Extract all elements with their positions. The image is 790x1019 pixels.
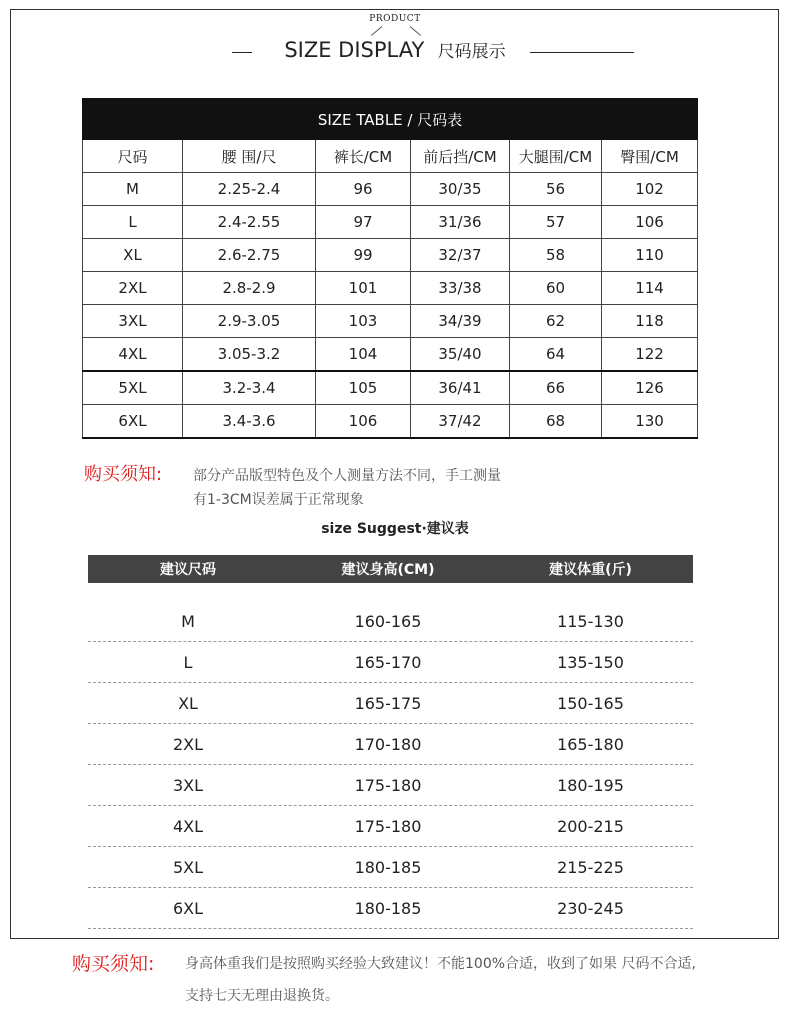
size-cell: 122	[602, 338, 698, 372]
purchase-notice-line1: 部分产品版型特色及个人测量方法不同，手工测量	[193, 468, 501, 484]
size-cell: 2.8-2.9	[183, 272, 316, 305]
size-col-header: 腰 围/尺	[183, 140, 316, 173]
suggest-cell: 115-130	[557, 611, 624, 631]
suggest-cell: 180-195	[557, 775, 624, 795]
size-cell: M	[83, 173, 183, 206]
purchase-notice2-line1: 身高体重我们是按照购买经验大致建议！不能100%合适，收到了如果 尺码不合适,	[185, 956, 696, 972]
size-cell: 104	[316, 338, 411, 372]
size-row	[83, 305, 698, 338]
size-row	[83, 338, 698, 372]
size-cell: 126	[602, 371, 698, 405]
purchase-notice-line2: 有1-3CM误差属于正常现象	[193, 492, 364, 508]
size-cell: 36/41	[411, 371, 510, 405]
size-row	[83, 371, 698, 405]
size-cell: 105	[316, 371, 411, 405]
purchase-notice-label: 购买须知:	[84, 464, 163, 485]
size-table-caption: SIZE TABLE / 尺码表	[83, 99, 698, 140]
size-col-header: 前后挡/CM	[411, 140, 510, 173]
suggest-cell: 3XL	[172, 775, 204, 795]
suggest-cell: 150-165	[557, 693, 624, 713]
suggest-cell: 165-180	[557, 734, 624, 754]
suggest-table-header	[88, 555, 693, 583]
size-row	[83, 272, 698, 305]
size-row	[83, 173, 698, 206]
size-cell: 3XL	[83, 305, 183, 338]
suggest-row	[88, 806, 693, 847]
page-title	[0, 37, 790, 62]
size-cell: 101	[316, 272, 411, 305]
size-cell: 106	[316, 405, 411, 439]
size-cell: 3.05-3.2	[183, 338, 316, 372]
size-cell: 6XL	[83, 405, 183, 439]
suggest-cell: 170-180	[354, 734, 422, 754]
suggest-cell: 6XL	[172, 898, 204, 918]
size-cell: 2XL	[83, 272, 183, 305]
size-col-header: 大腿围/CM	[510, 140, 602, 173]
suggest-cell: 175-180	[354, 775, 422, 795]
size-cell: 106	[602, 206, 698, 239]
size-cell: 5XL	[83, 371, 183, 405]
suggest-row	[88, 724, 693, 765]
suggest-row	[88, 765, 693, 806]
size-cell: 110	[602, 239, 698, 272]
suggest-cell: 230-245	[557, 898, 624, 918]
size-cell: 2.9-3.05	[183, 305, 316, 338]
size-col-header: 臀围/CM	[602, 140, 698, 173]
suggest-row	[88, 601, 693, 642]
suggest-cell: M	[181, 611, 195, 631]
size-cell: 2.6-2.75	[183, 239, 316, 272]
size-cell: 62	[510, 305, 602, 338]
size-col-header: 尺码	[83, 140, 183, 173]
size-cell: 103	[316, 305, 411, 338]
size-cell: 57	[510, 206, 602, 239]
size-cell: 33/38	[411, 272, 510, 305]
size-row	[83, 239, 698, 272]
suggest-cell: XL	[178, 693, 198, 713]
size-cell: 99	[316, 239, 411, 272]
suggest-cell: 200-215	[557, 816, 624, 836]
size-cell: 96	[316, 173, 411, 206]
suggest-cell: 180-185	[354, 898, 422, 918]
suggest-row	[88, 888, 693, 929]
size-cell: 130	[602, 405, 698, 439]
suggest-title: size Suggest·建议表	[321, 521, 469, 537]
size-cell: 66	[510, 371, 602, 405]
size-cell: 3.4-3.6	[183, 405, 316, 439]
size-cell: L	[83, 206, 183, 239]
size-cell: 97	[316, 206, 411, 239]
suggest-col-height: 建议身高(CM)	[341, 562, 435, 578]
size-cell: 58	[510, 239, 602, 272]
size-cell: 2.4-2.55	[183, 206, 316, 239]
suggest-col-size: 建议尺码	[160, 562, 216, 578]
size-cell: 64	[510, 338, 602, 372]
size-cell: 114	[602, 272, 698, 305]
size-cell: 102	[602, 173, 698, 206]
suggest-cell: 180-185	[354, 857, 422, 877]
size-cell: 56	[510, 173, 602, 206]
suggest-col-weight: 建议体重(斤)	[549, 562, 632, 578]
page-title-cn: 尺码展示	[437, 42, 506, 62]
purchase-notice2-label: 购买须知:	[72, 953, 155, 975]
purchase-notice2-line2: 支持七天无理由退换货。	[185, 988, 339, 1004]
suggest-cell: 160-165	[354, 611, 422, 631]
size-cell: 35/40	[411, 338, 510, 372]
size-cell: 4XL	[83, 338, 183, 372]
size-cell: 31/36	[411, 206, 510, 239]
suggest-row	[88, 847, 693, 888]
size-cell: 30/35	[411, 173, 510, 206]
suggest-cell: 135-150	[557, 652, 624, 672]
size-cell: 68	[510, 405, 602, 439]
size-cell: 37/42	[411, 405, 510, 439]
suggest-cell: 5XL	[172, 857, 204, 877]
size-cell: XL	[83, 239, 183, 272]
page-title-en: SIZE DISPLAY	[284, 38, 425, 62]
suggest-row	[88, 683, 693, 724]
size-cell: 118	[602, 305, 698, 338]
suggest-cell: 4XL	[172, 816, 204, 836]
product-label: PRODUCT	[369, 14, 421, 24]
suggest-table	[88, 601, 693, 929]
suggest-cell: L	[183, 652, 193, 672]
suggest-cell: 165-175	[354, 693, 422, 713]
size-cell: 32/37	[411, 239, 510, 272]
size-cell: 3.2-3.4	[183, 371, 316, 405]
size-cell: 60	[510, 272, 602, 305]
size-cell: 34/39	[411, 305, 510, 338]
size-cell: 2.25-2.4	[183, 173, 316, 206]
size-col-header: 裤长/CM	[316, 140, 411, 173]
size-row	[83, 206, 698, 239]
suggest-cell: 175-180	[354, 816, 422, 836]
size-table	[82, 98, 698, 439]
suggest-row	[88, 642, 693, 683]
suggest-cell: 165-170	[354, 652, 422, 672]
suggest-cell: 2XL	[172, 734, 204, 754]
suggest-cell: 215-225	[557, 857, 624, 877]
size-row	[83, 405, 698, 439]
